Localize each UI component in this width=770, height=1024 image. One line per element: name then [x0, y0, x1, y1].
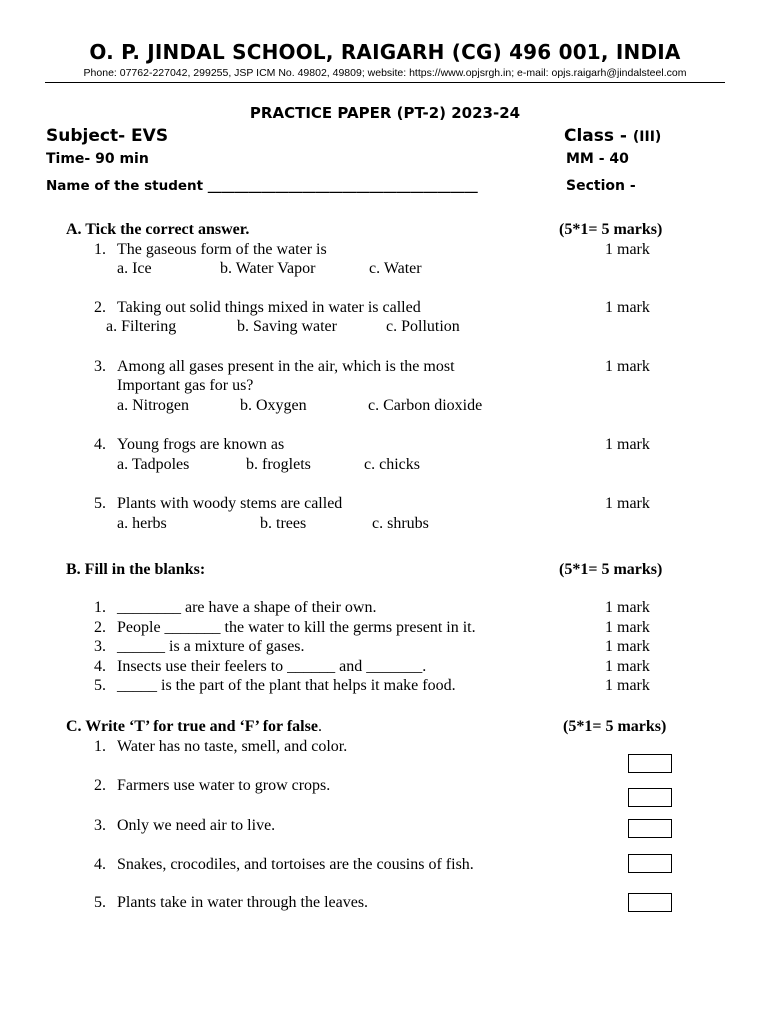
true-false-statement: Farmers use water to grow crops.	[117, 777, 331, 794]
section-a-title: A. Tick the correct answer.	[66, 221, 250, 238]
question-mark: 1 mark	[605, 495, 650, 512]
true-false-statement: Plants take in water through the leaves.	[117, 894, 369, 911]
option-a: a. Tadpoles	[117, 456, 190, 473]
question-number: 2.	[94, 299, 106, 316]
question-number: 2.	[94, 777, 106, 794]
option-b: b. Water Vapor	[220, 260, 316, 277]
option-a: a. Nitrogen	[117, 397, 189, 414]
question-number: 5.	[94, 894, 106, 911]
option-a: a. herbs	[117, 515, 167, 532]
student-name-field: Name of the student ________________________________________	[46, 178, 478, 194]
question-number: 1.	[94, 599, 106, 616]
option-b: b. froglets	[246, 456, 311, 473]
answer-box[interactable]	[628, 893, 672, 912]
header-divider	[45, 82, 725, 83]
answer-box[interactable]	[628, 754, 672, 773]
option-c: c. Pollution	[386, 318, 460, 335]
true-false-statement: Only we need air to live.	[117, 817, 276, 834]
class-label-text: Class -	[564, 126, 633, 146]
blank-question-text: _____ is the part of the plant that helps it make food.	[117, 677, 456, 694]
question-number: 2.	[94, 619, 106, 636]
true-false-statement: Water has no taste, smell, and color.	[117, 738, 348, 755]
question-number: 4.	[94, 856, 106, 873]
answer-box[interactable]	[628, 854, 672, 873]
section-label: Section -	[566, 178, 636, 194]
section-c-title-text: C. Write ‘T’ for true and ‘F’ for false	[66, 718, 318, 735]
school-contact: Phone: 07762-227042, 299255, JSP ICM No. 49802, 49809; website: https://www.opjsrgh.in; e-mail: opjs.raigarh@jindalsteel.com	[83, 67, 687, 79]
option-a: a. Ice	[117, 260, 152, 277]
max-marks-label: MM - 40	[566, 151, 629, 167]
option-b: b. Saving water	[237, 318, 337, 335]
question-text-continued: Important gas for us?	[117, 377, 254, 394]
question-mark: 1 mark	[605, 599, 650, 616]
question-text: Taking out solid things mixed in water is called	[117, 299, 421, 316]
question-mark: 1 mark	[605, 299, 650, 316]
question-text: Plants with woody stems are called	[117, 495, 343, 512]
section-c-title	[66, 718, 322, 736]
true-false-statement: Snakes, crocodiles, and tortoises are the cousins of fish.	[117, 856, 474, 873]
question-number: 5.	[94, 495, 106, 512]
paper-title: PRACTICE PAPER (PT-2) 2023-24	[249, 104, 521, 122]
question-text: The gaseous form of the water is	[117, 241, 327, 258]
question-number: 3.	[94, 358, 106, 375]
option-c: c. chicks	[364, 456, 420, 473]
question-number: 4.	[94, 436, 106, 453]
blank-question-text: People _______ the water to kill the germs present in it.	[117, 619, 476, 636]
blank-question-text: Insects use their feelers to ______ and _______.	[117, 658, 427, 675]
question-text: Among all gases present in the air, which is the most	[117, 358, 455, 375]
option-c: c. Water	[369, 260, 422, 277]
section-b-title: B. Fill in the blanks:	[66, 561, 206, 578]
question-mark: 1 mark	[605, 436, 650, 453]
question-mark: 1 mark	[605, 619, 650, 636]
answer-box[interactable]	[628, 788, 672, 807]
school-name: O. P. JINDAL SCHOOL, RAIGARH (CG) 496 001, INDIA	[89, 40, 681, 64]
question-number: 3.	[94, 638, 106, 655]
answer-box[interactable]	[628, 819, 672, 838]
question-number: 4.	[94, 658, 106, 675]
class-value: (III)	[632, 129, 662, 145]
question-mark: 1 mark	[605, 677, 650, 694]
question-mark: 1 mark	[605, 358, 650, 375]
section-c-title-period: .	[317, 718, 322, 735]
class-label	[564, 126, 661, 146]
question-text: Young frogs are known as	[117, 436, 285, 453]
option-a: a. Filtering	[106, 318, 177, 335]
section-a-marks: (5*1= 5 marks)	[559, 221, 663, 238]
option-b: b. Oxygen	[240, 397, 307, 414]
option-b: b. trees	[260, 515, 307, 532]
section-b-marks: (5*1= 5 marks)	[559, 561, 663, 578]
blank-question-text: ________ are have a shape of their own.	[117, 599, 377, 616]
question-number: 1.	[94, 738, 106, 755]
question-mark: 1 mark	[605, 658, 650, 675]
option-c: c. shrubs	[372, 515, 429, 532]
blank-question-text: ______ is a mixture of gases.	[117, 638, 305, 655]
question-number: 3.	[94, 817, 106, 834]
option-c: c. Carbon dioxide	[368, 397, 483, 414]
section-c-marks: (5*1= 5 marks)	[563, 718, 667, 735]
question-number: 1.	[94, 241, 106, 258]
question-mark: 1 mark	[605, 638, 650, 655]
question-number: 5.	[94, 677, 106, 694]
subject-label: Subject- EVS	[46, 126, 169, 146]
time-label: Time- 90 min	[46, 151, 149, 167]
question-mark: 1 mark	[605, 241, 650, 258]
